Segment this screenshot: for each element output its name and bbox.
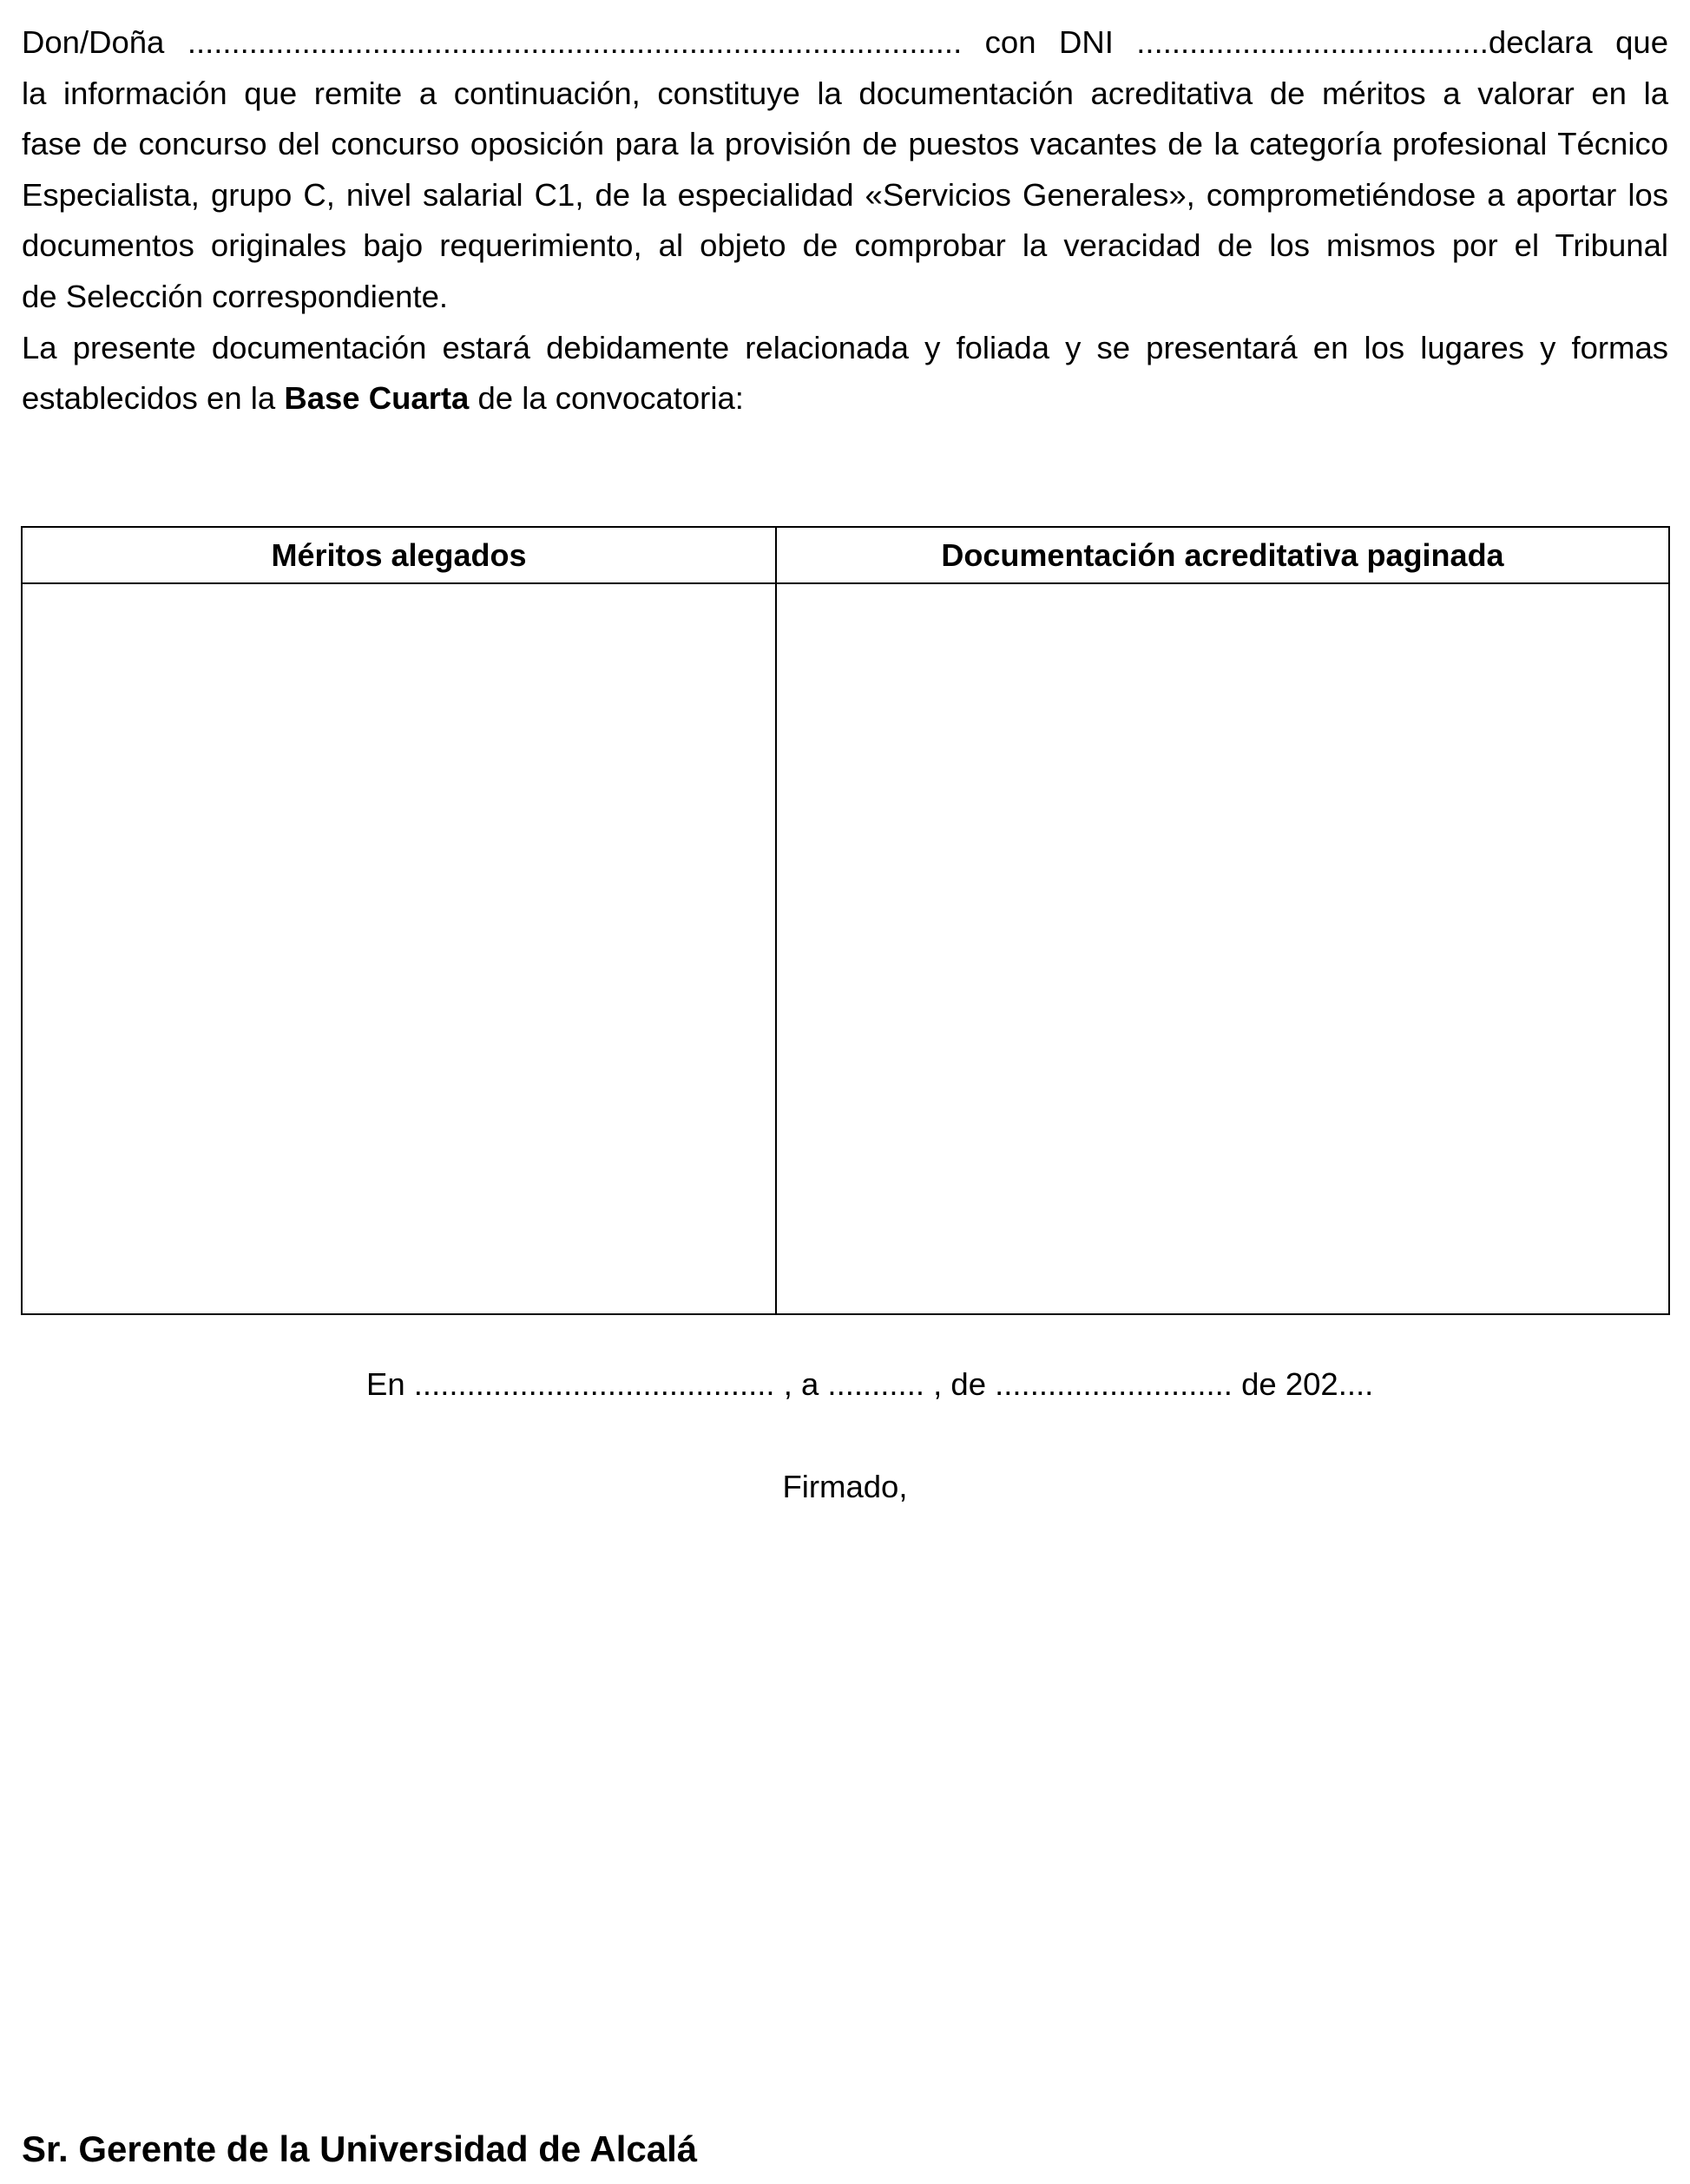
merits-table — [21, 526, 1670, 1315]
last-line-after: de la convocatoria: — [469, 380, 744, 417]
declaration-line: Especialista, grupo C, nivel salarial C1, de la especialidad «Servicios Generales», comprometiéndose a aportar los — [22, 176, 1668, 213]
signed-label: Firmado, — [782, 1469, 908, 1504]
documentacion-acreditativa-cell[interactable] — [776, 583, 1669, 1314]
declaration-paragraph — [22, 17, 1668, 424]
declaration-line: documentos originales bajo requerimiento, al objeto de comprobar la veracidad de los mismos por el Tribunal — [22, 227, 1668, 264]
place-date-line: En ......................................... , a ........... , de ........................... de 202.... — [366, 1366, 1374, 1402]
declaration-line: la información que remite a continuación, constituye la documentación acreditativa de méritos a valorar en la — [22, 75, 1668, 111]
meritos-alegados-cell[interactable] — [22, 583, 776, 1314]
header-documentacion-acreditativa: Documentación acreditativa paginada — [776, 527, 1669, 583]
table-header-row — [22, 527, 1669, 583]
base-cuarta-reference: Base Cuarta — [284, 380, 470, 417]
declaration-last-line — [22, 373, 1668, 424]
header-meritos-alegados: Méritos alegados — [22, 527, 776, 583]
addressee: Sr. Gerente de la Universidad de Alcalá — [22, 2128, 698, 2169]
declaration-line: fase de concurso del concurso oposición para la provisión de puestos vacantes de la categoría profesional Técnico — [22, 126, 1668, 162]
table-row — [22, 583, 1669, 1314]
last-line-before: establecidos en la — [22, 380, 285, 417]
declaration-line: La presente documentación estará debidamente relacionada y foliada y se presentará en los lugares y formas — [22, 329, 1668, 365]
declaration-line: Don/Doña ........................................................................................ con DNI ........................................declara que — [22, 24, 1668, 60]
declaration-line: de Selección correspondiente. — [22, 278, 449, 314]
